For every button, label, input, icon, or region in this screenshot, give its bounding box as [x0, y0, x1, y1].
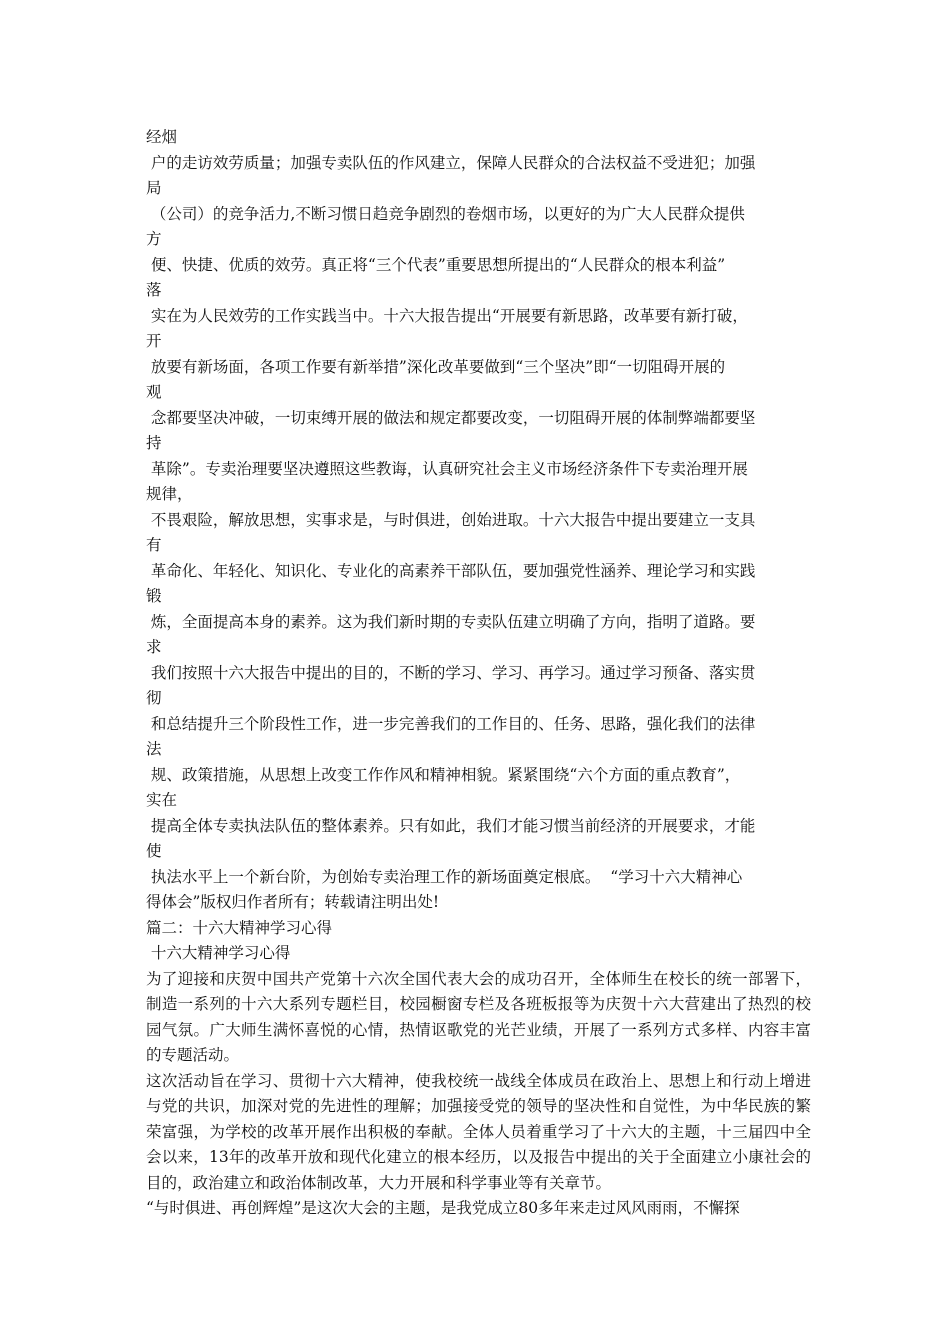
text-line: 放要有新场面，各项工作要有新举措”深化改革要做到“三个坚决”即“一切阻碍开展的	[146, 357, 726, 376]
paragraph: “与时俱进、再创辉煌”是这次大会的主题，是我党成立80多年来走过风风雨雨，不懈探	[146, 1199, 740, 1217]
text-line: 念都要坚决冲破，一切束缚开展的做法和规定都要改变，一切阻碍开展的体制弊端都要坚	[146, 408, 756, 427]
text-line: 彻	[146, 689, 162, 707]
text-line: 实在为人民效劳的工作实践当中。十六大报告提出“开展要有新思路，改革要有新打破，	[146, 306, 748, 325]
text-line: 和总结提升三个阶段性工作，进一步完善我们的工作目的、任务、思路，强化我们的法律	[146, 714, 756, 733]
text-line: 提高全体专卖执法队伍的整体素养。只有如此，我们才能习惯当前经济的开展要求，才能	[146, 816, 756, 835]
text-line: 法	[146, 740, 162, 758]
text-line: 求	[146, 638, 162, 656]
text-line: 实在	[146, 791, 178, 809]
part2-body	[146, 967, 811, 1222]
text-line: 不畏艰险，解放思想，实事求是，与时俱进，创始进取。十六大报告中提出要建立一支具	[146, 510, 756, 529]
text-line: 革命化、年轻化、知识化、专业化的高素养干部队伍，要加强党性涵养、理论学习和实践	[146, 561, 756, 580]
document-page	[146, 125, 811, 1222]
text-line: 落	[146, 281, 162, 299]
text-line: 革除”。专卖治理要坚决遵照这些教诲，认真研究社会主义市场经济条件下专卖治理开展	[146, 459, 748, 478]
text-line: 规、政策措施，从思想上改变工作作风和精神相貌。紧紧围绕“六个方面的重点教育”，	[146, 765, 741, 784]
text-line: 得体会”版权归作者所有；转载请注明出处!	[146, 893, 440, 911]
text-line: 持	[146, 434, 162, 452]
text-line: 执法水平上一个新台阶，为创始专卖治理工作的新场面奠定根底。 “学习十六大精神心	[146, 867, 743, 886]
paragraph: 这次活动旨在学习、贯彻十六大精神，使我校统一战线全体成员在政治上、思想上和行动上增进与党的共识，加深对党的先进性的理解；加强接受党的领导的坚决性和自觉性，为中华民族的繁荣富强，为学校的改革开展作出积极的奉献。全体人员着重学习了十六大的主题，十三届四中全会以来，13年的改革开放和现代化建立的根本经历，以及报告中提出的关于全面建立小康社会的目的，政治建立和政治体制改革，大力开展和科学事业等有关章节。	[146, 1071, 811, 1192]
text-line: 便、快捷、优质的效劳。真正将“三个代表”重要思想所提出的“人民群众的根本利益”	[146, 255, 726, 274]
text-line: 锻	[146, 587, 162, 605]
article-title: 十六大精神学习心得	[146, 944, 291, 962]
text-line: 我们按照十六大报告中提出的目的，不断的学习、学习、再学习。通过学习预备、落实贯	[146, 663, 756, 682]
text-line: 局	[146, 179, 162, 197]
text-line: 炼，全面提高本身的素养。这为我们新时期的专卖队伍建立明确了方向，指明了道路。要	[146, 612, 756, 631]
text-line: 方	[146, 230, 162, 248]
text-line: 户的走访效劳质量；加强专卖队伍的作风建立，保障人民群众的合法权益不受进犯；加强	[146, 153, 756, 172]
section-heading-part2: 篇二：十六大精神学习心得	[146, 918, 333, 937]
text-line: 规律，	[146, 485, 193, 503]
text-line: （公司）的竞争活力,不断习惯日趋竞争剧烈的卷烟市场，以更好的为广大人民群众提供	[146, 204, 745, 223]
paragraph: 为了迎接和庆贺中国共产党第十六次全国代表大会的成功召开，全体师生在校长的统一部署下，制造一系列的十六大系列专题栏目，校园橱窗专栏及各班板报等为庆贺十六大营建出了热烈的校园气氛。广大师生满怀喜悦的心情，热情讴歌党的光芒业绩，开展了一系列方式多样、内容丰富的专题活动。	[146, 969, 811, 1064]
text-line: 观	[146, 383, 162, 401]
text-line: 开	[146, 332, 162, 350]
text-line: 有	[146, 536, 162, 554]
section-heading-tobacco: 经烟	[146, 128, 178, 146]
text-line: 使	[146, 842, 162, 860]
part1-body	[146, 151, 811, 916]
